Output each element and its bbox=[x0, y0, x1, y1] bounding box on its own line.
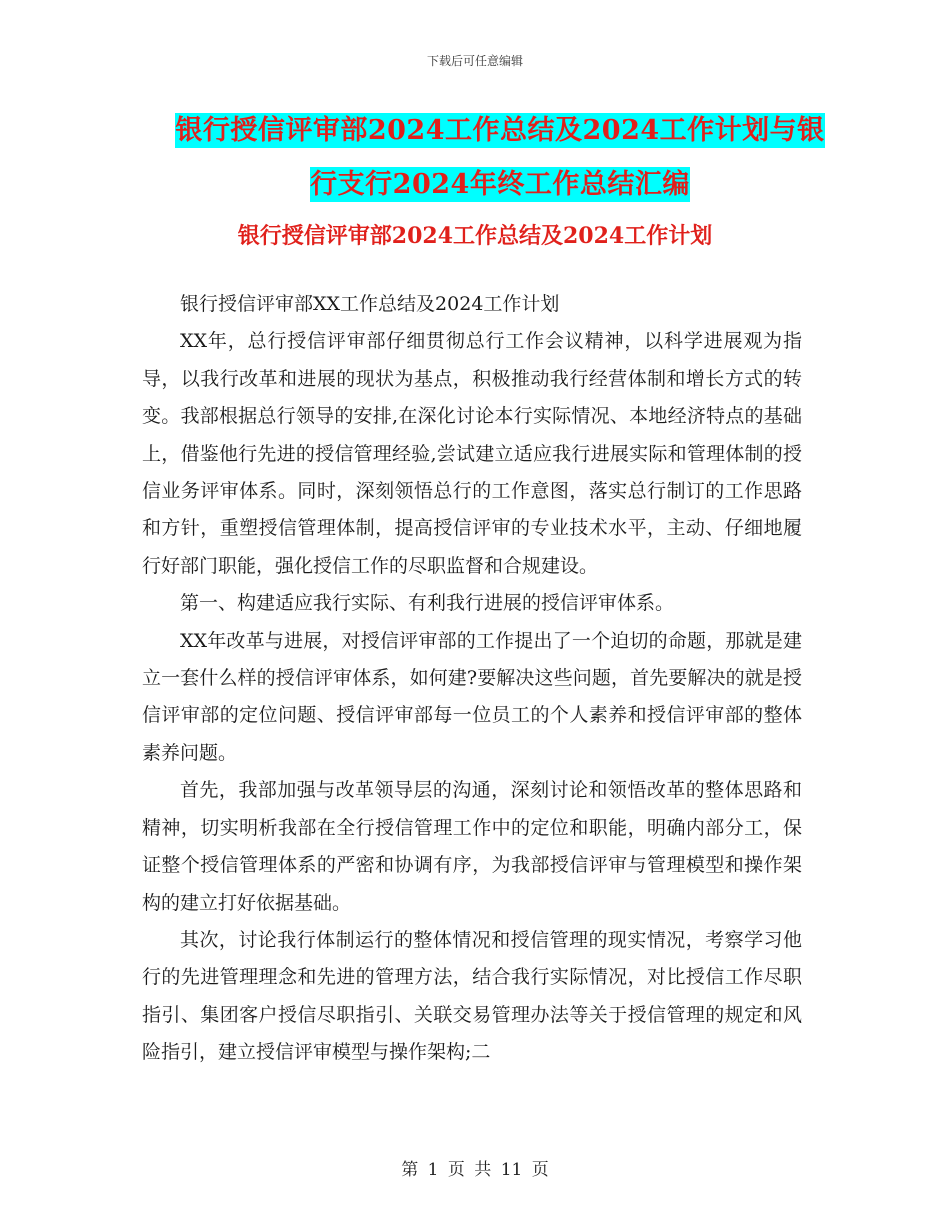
document-body bbox=[142, 286, 802, 1072]
document-title-line-1: 银行授信评审部2024工作总结及2024工作计划与银 bbox=[175, 115, 825, 146]
document-title-line-2: 行支行2024年终工作总结汇编 bbox=[310, 169, 690, 200]
document-title bbox=[100, 104, 900, 212]
paragraph: XX年改革与进展，对授信评审部的工作提出了一个迫切的命题，那就是建立一套什么样的授信评审体系，如何建?要解决这些问题，首先要解决的就是授信评审部的定位问题、授信评审部每一位员工的个人素养和授信评审部的整体素养问题。 bbox=[142, 629, 802, 764]
paragraph: 其次，讨论我行体制运行的整体情况和授信管理的现实情况，考察学习他行的先进管理理念和先进的管理方法，结合我行实际情况，对比授信工作尽职指引、集团客户授信尽职指引、关联交易管理办法等关于授信管理的规定和风险指引，建立授信评审模型与操作架构;二 bbox=[142, 928, 802, 1064]
section-title: 银行授信评审部2024工作总结及2024工作计划 bbox=[237, 223, 713, 249]
page-number: 第 1 页 共 11 页 bbox=[401, 1160, 549, 1180]
page-header-note: 下载后可任意编辑 bbox=[426, 54, 523, 68]
paragraph: 第一、构建适应我行实际、有利我行进展的授信评审体系。 bbox=[180, 592, 675, 615]
paragraph: 银行授信评审部XX工作总结及2024工作计划 bbox=[180, 293, 560, 315]
paragraph: XX年，总行授信评审部仔细贯彻总行工作会议精神，以科学进展观为指导，以我行改革和进展的现状为基点，积极推动我行经营体制和增长方式的转变。我部根据总行领导的安排,在深化讨论本行实际情况、本地经济特点的基础上，借鉴他行先进的授信管理经验,尝试建立适应我行进展实际和管理体制的授信业务评审体系。同时，深刻领悟总行的工作意图，落实总行制订的工作思路和方针，重塑授信管理体制，提高授信评审的专业技术水平，主动、仔细地履行好部门职能，强化授信工作的尽职监督和合规建设。 bbox=[142, 330, 802, 577]
paragraph: 首先，我部加强与改革领导层的沟通，深刻讨论和领悟改革的整体思路和精神，切实明析我部在全行授信管理工作中的定位和职能，明确内部分工，保证整个授信管理体系的严密和协调有序，为我部授信评审与管理模型和操作架构的建立打好依据基础。 bbox=[142, 779, 802, 914]
